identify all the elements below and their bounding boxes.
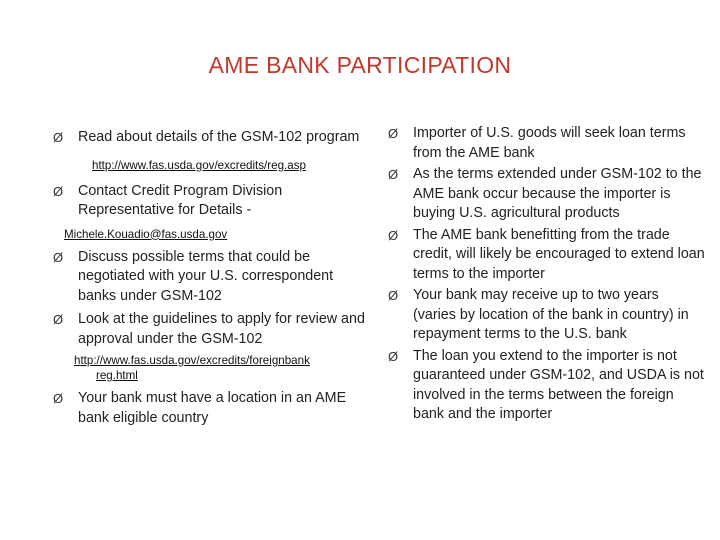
list-item-discuss-terms <box>50 248 370 307</box>
arrow-bullet-icon: Ø <box>388 227 399 243</box>
bullet-text: Read about details of the GSM-102 program <box>78 129 360 145</box>
list-item-guidelines <box>50 310 370 349</box>
slide-title: AME BANK PARTICIPATION <box>208 52 512 78</box>
arrow-bullet-icon: Ø <box>53 130 64 145</box>
bullet-text: Look at the guidelines to apply for review and approval under the GSM-102 <box>78 311 365 347</box>
arrow-bullet-icon: Ø <box>53 183 64 199</box>
foreignbank-link-line2[interactable]: reg.html <box>96 369 138 382</box>
list-item-terms-extended <box>385 165 705 224</box>
reg-asp-link[interactable]: http://www.fas.usda.gov/excredits/reg.asp <box>92 158 306 172</box>
foreignbank-link-line1[interactable]: http://www.fas.usda.gov/excredits/foreignbank <box>74 354 310 367</box>
bullet-text: Your bank must have a location in an AME bank eligible country <box>78 390 347 426</box>
email-link[interactable]: Michele.Kouadio@fas.usda.gov <box>64 227 228 241</box>
list-item-contact <box>50 182 370 221</box>
arrow-bullet-icon: Ø <box>53 391 64 406</box>
arrow-bullet-icon: Ø <box>388 126 399 141</box>
right-bullet-list <box>385 124 705 425</box>
bullet-text: Contact Credit Program Division Representative for Details - <box>78 182 283 218</box>
arrow-bullet-icon: Ø <box>388 167 399 182</box>
bullet-text: Your bank may receive up to two years (varies by location of the bank in country) in repayment terms to the U.S. bank <box>413 287 689 342</box>
arrow-bullet-icon: Ø <box>388 348 399 364</box>
bullet-text: The loan you extend to the importer is not guaranteed under GSM-102, and USDA is not involved in the terms between the foreign bank and the importer <box>413 347 704 422</box>
list-item-importer <box>385 124 705 163</box>
list-item-location <box>50 389 370 428</box>
bullet-text: The AME bank benefitting from the trade credit, will likely be encouraged to extend loan terms to the importer <box>413 226 705 282</box>
list-item-repayment <box>385 286 705 345</box>
arrow-bullet-icon: Ø <box>53 249 64 265</box>
list-item-not-guaranteed <box>385 347 705 425</box>
list-item-gsm102-details <box>50 128 370 148</box>
bullet-text: Importer of U.S. goods will seek loan terms from the AME bank <box>413 125 686 161</box>
bullet-text: Discuss possible terms that could be negotiated with your U.S. correspondent banks under GSM-102 <box>78 248 334 304</box>
bullet-text: As the terms extended under GSM-102 to the AME bank occur because the importer is buying U.S. agricultural products <box>413 166 702 221</box>
arrow-bullet-icon: Ø <box>53 312 64 327</box>
left-bullet-list <box>50 128 370 428</box>
list-item-bank-benefit <box>385 226 705 285</box>
arrow-bullet-icon: Ø <box>388 288 399 303</box>
